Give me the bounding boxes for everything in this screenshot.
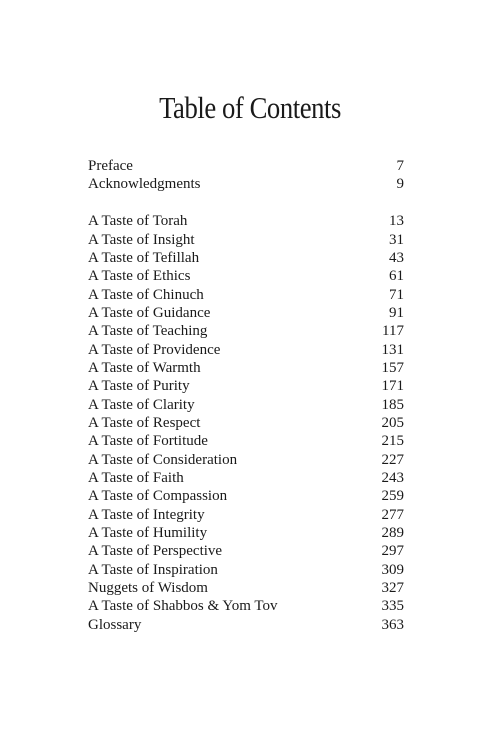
toc-page-number: 31 (389, 231, 404, 248)
toc-page-number: 227 (381, 451, 404, 468)
toc-entry-title: A Taste of Ethics (88, 268, 191, 285)
toc-entry-title: A Taste of Tefillah (88, 249, 200, 266)
page-title: Table of Contents (159, 90, 341, 125)
toc-chapter-entry (88, 506, 404, 524)
toc-page-number: 327 (381, 580, 404, 597)
toc-entry-title: A Taste of Purity (88, 378, 190, 395)
chapter-list (88, 212, 404, 634)
toc-entry-title: A Taste of Providence (88, 341, 221, 358)
front-matter-list (88, 157, 404, 194)
toc-chapter-entry (88, 377, 404, 395)
toc-page-number: 117 (382, 323, 404, 340)
toc-page-number: 259 (381, 488, 404, 505)
toc-chapter-entry (88, 524, 404, 542)
toc-entry-title: Glossary (88, 616, 142, 633)
toc-entry-title: Acknowledgments (88, 176, 201, 193)
toc-page-number: 363 (381, 616, 404, 633)
toc-page-number: 131 (381, 341, 404, 358)
toc-page-number: 277 (381, 506, 404, 523)
toc-entry-title: A Taste of Fortitude (88, 433, 208, 450)
toc-entry-title: A Taste of Guidance (88, 304, 211, 321)
toc-entry-title: A Taste of Torah (88, 213, 188, 230)
toc-entry-title: A Taste of Teaching (88, 323, 208, 340)
toc-entry-title: A Taste of Shabbos & Yom Tov (88, 598, 278, 615)
toc-page-number: 243 (381, 470, 404, 486)
toc-chapter-entry (88, 396, 404, 414)
toc-page-number: 9 (396, 176, 404, 193)
toc-page-number: 61 (389, 268, 404, 285)
toc-entry-title: Nuggets of Wisdom (88, 580, 208, 597)
toc-chapter-entry (88, 322, 404, 340)
toc-chapter-entry (88, 341, 404, 359)
toc-chapter-entry (88, 487, 404, 505)
toc-page-number: 215 (381, 433, 404, 450)
toc-chapter-entry (88, 286, 404, 304)
toc-entry-title: A Taste of Consideration (88, 451, 238, 468)
toc-entry-title: A Taste of Perspective (88, 543, 223, 560)
toc-page-number: 335 (381, 598, 404, 615)
toc-page-number: 185 (381, 396, 404, 413)
toc-entry-title: A Taste of Warmth (88, 359, 201, 376)
toc-page-number: 171 (381, 378, 404, 395)
toc-chapter-entry (88, 451, 404, 469)
toc-entry-title: A Taste of Integrity (88, 506, 205, 523)
toc-page-number: 71 (389, 286, 404, 303)
toc-page-number: 43 (389, 249, 404, 266)
toc-chapter-entry (88, 542, 404, 560)
toc-chapter-entry (88, 359, 404, 377)
toc-page-number: 91 (389, 304, 404, 321)
toc-page-number: 297 (381, 543, 404, 560)
toc-chapter-entry (88, 579, 404, 597)
toc-entry-title: A Taste of Compassion (88, 488, 228, 505)
toc-chapter-entry (88, 597, 404, 615)
toc-chapter-entry (88, 616, 404, 634)
toc-chapter-entry (88, 304, 404, 322)
toc-entry-title: A Taste of Inspiration (88, 561, 218, 578)
toc-entry-title: A Taste of Chinuch (88, 286, 204, 303)
toc-chapter-entry (88, 469, 404, 487)
toc-entry-title: A Taste of Humility (88, 525, 208, 542)
toc-chapter-entry (88, 212, 404, 230)
toc-page-number: 309 (381, 561, 404, 578)
toc-chapter-entry (88, 231, 404, 249)
toc-entry-title: A Taste of Faith (88, 470, 184, 486)
toc-front-entry (88, 175, 404, 193)
toc-entry-title: A Taste of Clarity (88, 396, 195, 413)
toc-page-number: 7 (396, 158, 404, 174)
toc-chapter-entry (88, 432, 404, 450)
toc-entry-title: A Taste of Insight (88, 231, 195, 248)
toc-page-number: 157 (381, 359, 404, 376)
toc-chapter-entry (88, 267, 404, 285)
toc-front-entry (88, 157, 404, 175)
toc-entry-title: A Taste of Respect (88, 414, 201, 431)
toc-chapter-entry (88, 414, 404, 432)
toc-entry-title: Preface (88, 158, 133, 174)
toc-page-number: 205 (381, 414, 404, 431)
toc-page-number: 289 (381, 525, 404, 542)
toc-chapter-entry (88, 561, 404, 579)
toc-page-number: 13 (389, 213, 404, 230)
toc-chapter-entry (88, 249, 404, 267)
table-of-contents (88, 157, 404, 634)
